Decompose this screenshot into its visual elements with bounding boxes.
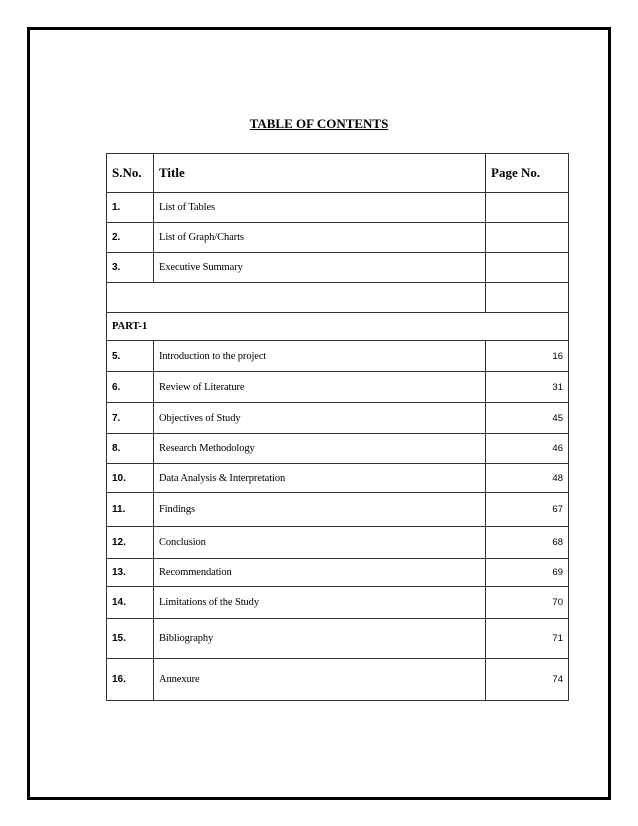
- row-title: Recommendation: [154, 559, 486, 587]
- row-sno: 10.: [107, 464, 154, 493]
- row-sno: 3.: [107, 253, 154, 283]
- table-row: [107, 559, 569, 587]
- row-page: 74: [486, 659, 569, 701]
- table-row: [107, 372, 569, 403]
- table-row: [107, 619, 569, 659]
- table-row: [107, 193, 569, 223]
- row-page: 31: [486, 372, 569, 403]
- row-sno: 7.: [107, 403, 154, 434]
- table-row: [107, 493, 569, 527]
- table-row: [107, 527, 569, 559]
- row-page: 68: [486, 527, 569, 559]
- table-row: [107, 587, 569, 619]
- row-sno: 5.: [107, 341, 154, 372]
- row-sno: 16.: [107, 659, 154, 701]
- row-page: 45: [486, 403, 569, 434]
- row-title: Annexure: [154, 659, 486, 701]
- empty-cell: [486, 283, 569, 313]
- row-sno: 2.: [107, 223, 154, 253]
- part-row: [107, 313, 569, 341]
- row-page: 16: [486, 341, 569, 372]
- row-title: List of Graph/Charts: [154, 223, 486, 253]
- row-page: 67: [486, 493, 569, 527]
- part-label: PART-1: [107, 313, 569, 341]
- empty-cell: [107, 283, 486, 313]
- row-page: 69: [486, 559, 569, 587]
- row-page: [486, 193, 569, 223]
- row-sno: 8.: [107, 434, 154, 464]
- row-page: 71: [486, 619, 569, 659]
- row-title: Introduction to the project: [154, 341, 486, 372]
- empty-row: [107, 283, 569, 313]
- table-row: [107, 403, 569, 434]
- table-row: [107, 659, 569, 701]
- row-page: 48: [486, 464, 569, 493]
- row-sno: 11.: [107, 493, 154, 527]
- toc-heading: TABLE OF CONTENTS: [249, 116, 389, 131]
- table-row: [107, 223, 569, 253]
- header-row: [107, 154, 569, 193]
- toc-table: [106, 153, 569, 701]
- table-row: [107, 464, 569, 493]
- row-title: List of Tables: [154, 193, 486, 223]
- row-title: Limitations of the Study: [154, 587, 486, 619]
- row-title: Objectives of Study: [154, 403, 486, 434]
- row-title: Data Analysis & Interpretation: [154, 464, 486, 493]
- row-sno: 12.: [107, 527, 154, 559]
- row-title: Executive Summary: [154, 253, 486, 283]
- page-header: Page No.: [486, 154, 569, 193]
- row-title: Research Methodology: [154, 434, 486, 464]
- title-header: Title: [154, 154, 486, 193]
- row-sno: 6.: [107, 372, 154, 403]
- row-page: [486, 253, 569, 283]
- row-page: [486, 223, 569, 253]
- table-row: [107, 434, 569, 464]
- row-sno: 1.: [107, 193, 154, 223]
- table-row: [107, 253, 569, 283]
- row-title: Review of Literature: [154, 372, 486, 403]
- row-title: Findings: [154, 493, 486, 527]
- sno-header: S.No.: [107, 154, 154, 193]
- row-sno: 15.: [107, 619, 154, 659]
- row-title: Conclusion: [154, 527, 486, 559]
- row-title: Bibliography: [154, 619, 486, 659]
- row-page: 46: [486, 434, 569, 464]
- row-page: 70: [486, 587, 569, 619]
- table-row: [107, 341, 569, 372]
- row-sno: 14.: [107, 587, 154, 619]
- row-sno: 13.: [107, 559, 154, 587]
